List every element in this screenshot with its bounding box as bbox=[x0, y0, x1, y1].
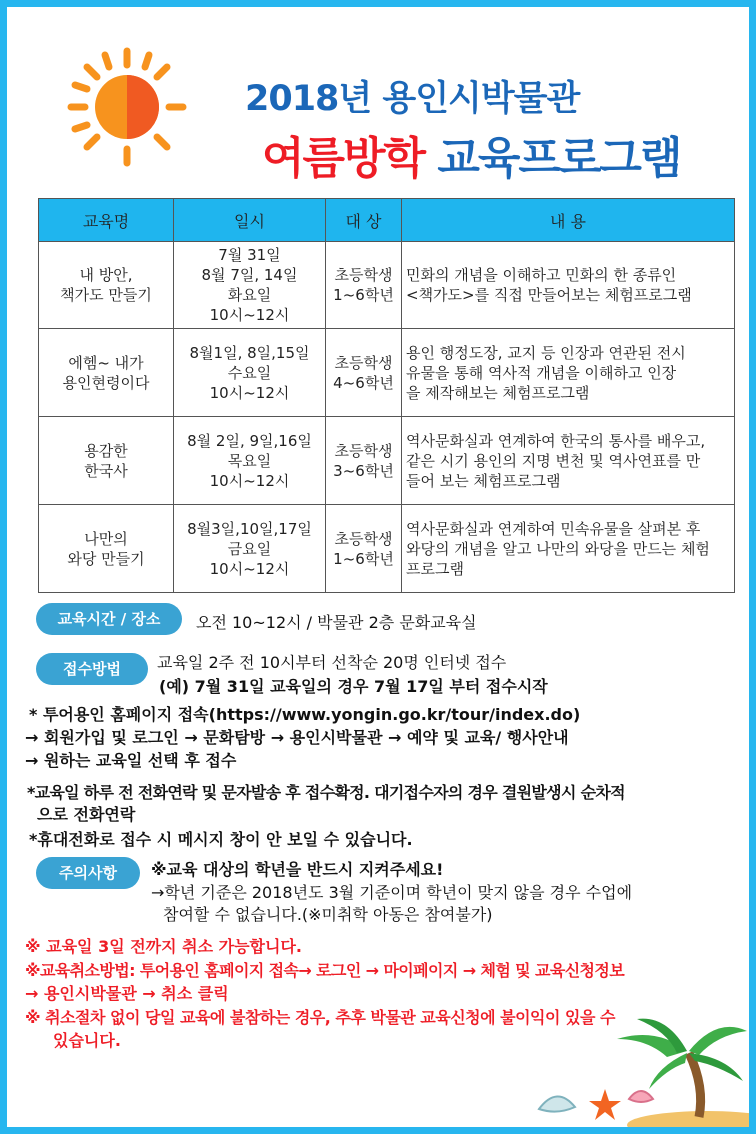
title-line-1: 2018년 용인시박물관 bbox=[245, 79, 580, 119]
sun-icon bbox=[67, 47, 187, 167]
table-row bbox=[39, 505, 735, 593]
cell-content: 용인 행정도장, 교지 등 인장과 연관된 전시 유물을 통해 역사적 개념을 이해하고 인장 을 제작해보는 체험프로그램 bbox=[402, 329, 735, 417]
program-table bbox=[38, 198, 735, 593]
confirm-note-2: 으로 전화연락 bbox=[37, 805, 136, 824]
caution-title: ※교육 대상의 학년을 반드시 지켜주세요! bbox=[151, 860, 444, 879]
apply-step-1: * 투어용인 홈페이지 접속(https://www.yongin.go.kr/tour/index.do) bbox=[29, 705, 581, 724]
caution-detail-2: 참여할 수 없습니다.(※미취학 아동은 참여불가) bbox=[163, 905, 493, 924]
cancel-note-1: ※ 교육일 3일 전까지 취소 가능합니다. bbox=[25, 937, 303, 956]
table-row bbox=[39, 242, 735, 329]
table-row bbox=[39, 329, 735, 417]
cell-name: 용감한 한국사 bbox=[39, 417, 174, 505]
header-content: 내 용 bbox=[402, 199, 735, 242]
starfish-icon bbox=[589, 1089, 621, 1120]
cell-date: 8월1일, 8일,15일 수요일 10시~12시 bbox=[174, 329, 326, 417]
cell-date: 7월 31일 8월 7일, 14일 화요일 10시~12시 bbox=[174, 242, 326, 329]
cell-content: 역사문화실과 연계하여 민속유물을 살펴본 후 와당의 개념을 알고 나만의 와당을 만드는 체험 프로그램 bbox=[402, 505, 735, 593]
time-place-text: 오전 10~12시 / 박물관 2층 문화교육실 bbox=[196, 613, 477, 632]
header-target: 대 상 bbox=[326, 199, 402, 242]
header-date: 일시 bbox=[174, 199, 326, 242]
cancel-note-4: ※ 취소절차 없이 당일 교육에 불참하는 경우, 추후 박물관 교육신청에 불이익이 있을 수 bbox=[25, 1008, 615, 1027]
cell-target: 초등학생 4~6학년 bbox=[326, 329, 402, 417]
title-line-2 bbox=[262, 122, 680, 186]
table-row bbox=[39, 417, 735, 505]
cancel-note-5: 있습니다. bbox=[53, 1031, 121, 1050]
confirm-note-1: *교육일 하루 전 전화연락 및 문자발송 후 접수확정. 대기접수자의 경우 결원발생시 순차적 bbox=[27, 783, 625, 802]
apply-method-text: 교육일 2주 전 10시부터 선착순 20명 인터넷 접수 bbox=[157, 653, 507, 672]
cell-name: 에헴~ 내가 용인현령이다 bbox=[39, 329, 174, 417]
cell-date: 8월 2일, 9일,16일 목요일 10시~12시 bbox=[174, 417, 326, 505]
time-place-label: 교육시간 / 장소 bbox=[36, 603, 182, 635]
cell-content: 역사문화실과 연계하여 한국의 통사를 배우고, 같은 시기 용인의 지명 변천 및 역사연표를 만 들어 보는 체험프로그램 bbox=[402, 417, 735, 505]
cell-date: 8월3일,10일,17일 금요일 10시~12시 bbox=[174, 505, 326, 593]
phone-note: *휴대전화로 접수 시 메시지 창이 안 보일 수 있습니다. bbox=[29, 830, 413, 849]
sand-island bbox=[627, 1111, 749, 1127]
beach-decoration bbox=[517, 1017, 749, 1127]
apply-step-3: → 원하는 교육일 선택 후 접수 bbox=[25, 751, 237, 770]
cell-name: 내 방안, 책가도 만들기 bbox=[39, 242, 174, 329]
cell-target: 초등학생 3~6학년 bbox=[326, 417, 402, 505]
cancel-note-3: → 용인시박물관 → 취소 클릭 bbox=[25, 984, 229, 1003]
cell-target: 초등학생 1~6학년 bbox=[326, 505, 402, 593]
apply-example: (예) 7월 31일 교육일의 경우 7월 17일 부터 접수시작 bbox=[159, 677, 548, 696]
caution-detail-1: →학년 기준은 2018년도 3월 기준이며 학년이 맞지 않을 경우 수업에 bbox=[151, 883, 633, 902]
cell-target: 초등학생 1~6학년 bbox=[326, 242, 402, 329]
apply-method-label: 접수방법 bbox=[36, 653, 148, 685]
apply-step-2: → 회원가입 및 로그인 → 문화탐방 → 용인시박물관 → 예약 및 교육/ 행사안내 bbox=[25, 728, 569, 747]
title-summer: 여름방학 bbox=[262, 133, 425, 184]
cancel-note-2: ※교육취소방법: 투어용인 홈페이지 접속→ 로그인 → 마이페이지 → 체험 및 교육신청정보 bbox=[25, 961, 625, 980]
cell-content: 민화의 개념을 이해하고 민화의 한 종류인 <책가도>를 직접 만들어보는 체험프로그램 bbox=[402, 242, 735, 329]
cell-name: 나만의 와당 만들기 bbox=[39, 505, 174, 593]
table-header-row bbox=[39, 199, 735, 242]
header-name: 교육명 bbox=[39, 199, 174, 242]
title-program: 교육프로그램 bbox=[437, 133, 681, 184]
caution-label: 주의사항 bbox=[36, 857, 140, 889]
